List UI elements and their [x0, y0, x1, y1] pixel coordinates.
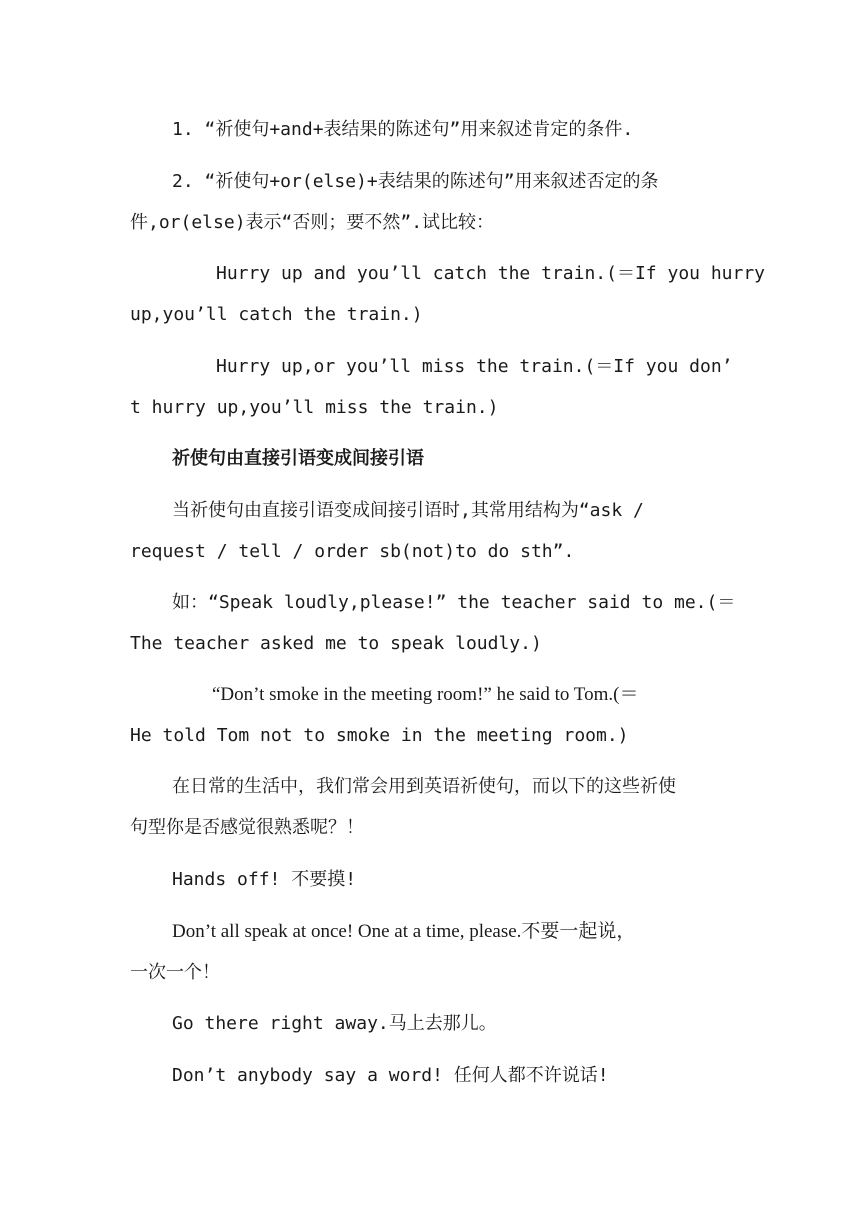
example-1-text-cont: up,you’ll catch the train.) [130, 304, 423, 325]
paragraph-1-text-cont: request / tell / order sb(not)to do sth”. [130, 541, 575, 562]
example-3-text: 如：“Speak loudly,please!” the teacher said to me.(＝ [172, 592, 736, 613]
paragraph-2-text: 在日常的生活中，我们常会用到英语祈使句，而以下的这些祈使 [172, 776, 676, 797]
example-2-text: Hurry up,or you’ll miss the train.(＝If you don’ [216, 356, 733, 377]
example-4-text-cont: He told Tom not to smoke in the meeting room.) [130, 725, 629, 746]
rule-1-text: 1. “祈使句+and+表结果的陈述句”用来叙述肯定的条件. [172, 119, 634, 140]
example-1-text: Hurry up and you’ll catch the train.(＝If you hurry [216, 263, 766, 284]
sentence-4-text: Don’t anybody say a word! 任何人都不许说话! [172, 1065, 609, 1086]
sentence-2-text-cont: 一次一个！ [130, 962, 220, 983]
example-3-text-cont: The teacher asked me to speak loudly.) [130, 633, 542, 654]
example-4-text: “Don’t smoke in the meeting room!” he said to Tom.(＝ [212, 684, 639, 705]
example-2-text-cont: t hurry up,you’ll miss the train.) [130, 397, 499, 418]
paragraph-1-text: 当祈使句由直接引语变成间接引语时,其常用结构为“ask / [172, 500, 644, 521]
rule-2-text-cont: 件,or(else)表示“否则；要不然”.试比较： [130, 212, 495, 233]
sentence-2-text: Don’t all speak at once! One at a time, please.不要一起说， [172, 921, 636, 942]
paragraph-2-text-cont: 句型你是否感觉很熟悉呢？！ [130, 817, 364, 838]
sentence-3-text: Go there right away.马上去那儿。 [172, 1013, 497, 1034]
sentence-1-text: Hands off! 不要摸! [172, 869, 357, 890]
rule-2-text: 2. “祈使句+or(else)+表结果的陈述句”用来叙述否定的条 [172, 171, 659, 192]
section-heading: 祈使句由直接引语变成间接引语 [172, 448, 424, 469]
